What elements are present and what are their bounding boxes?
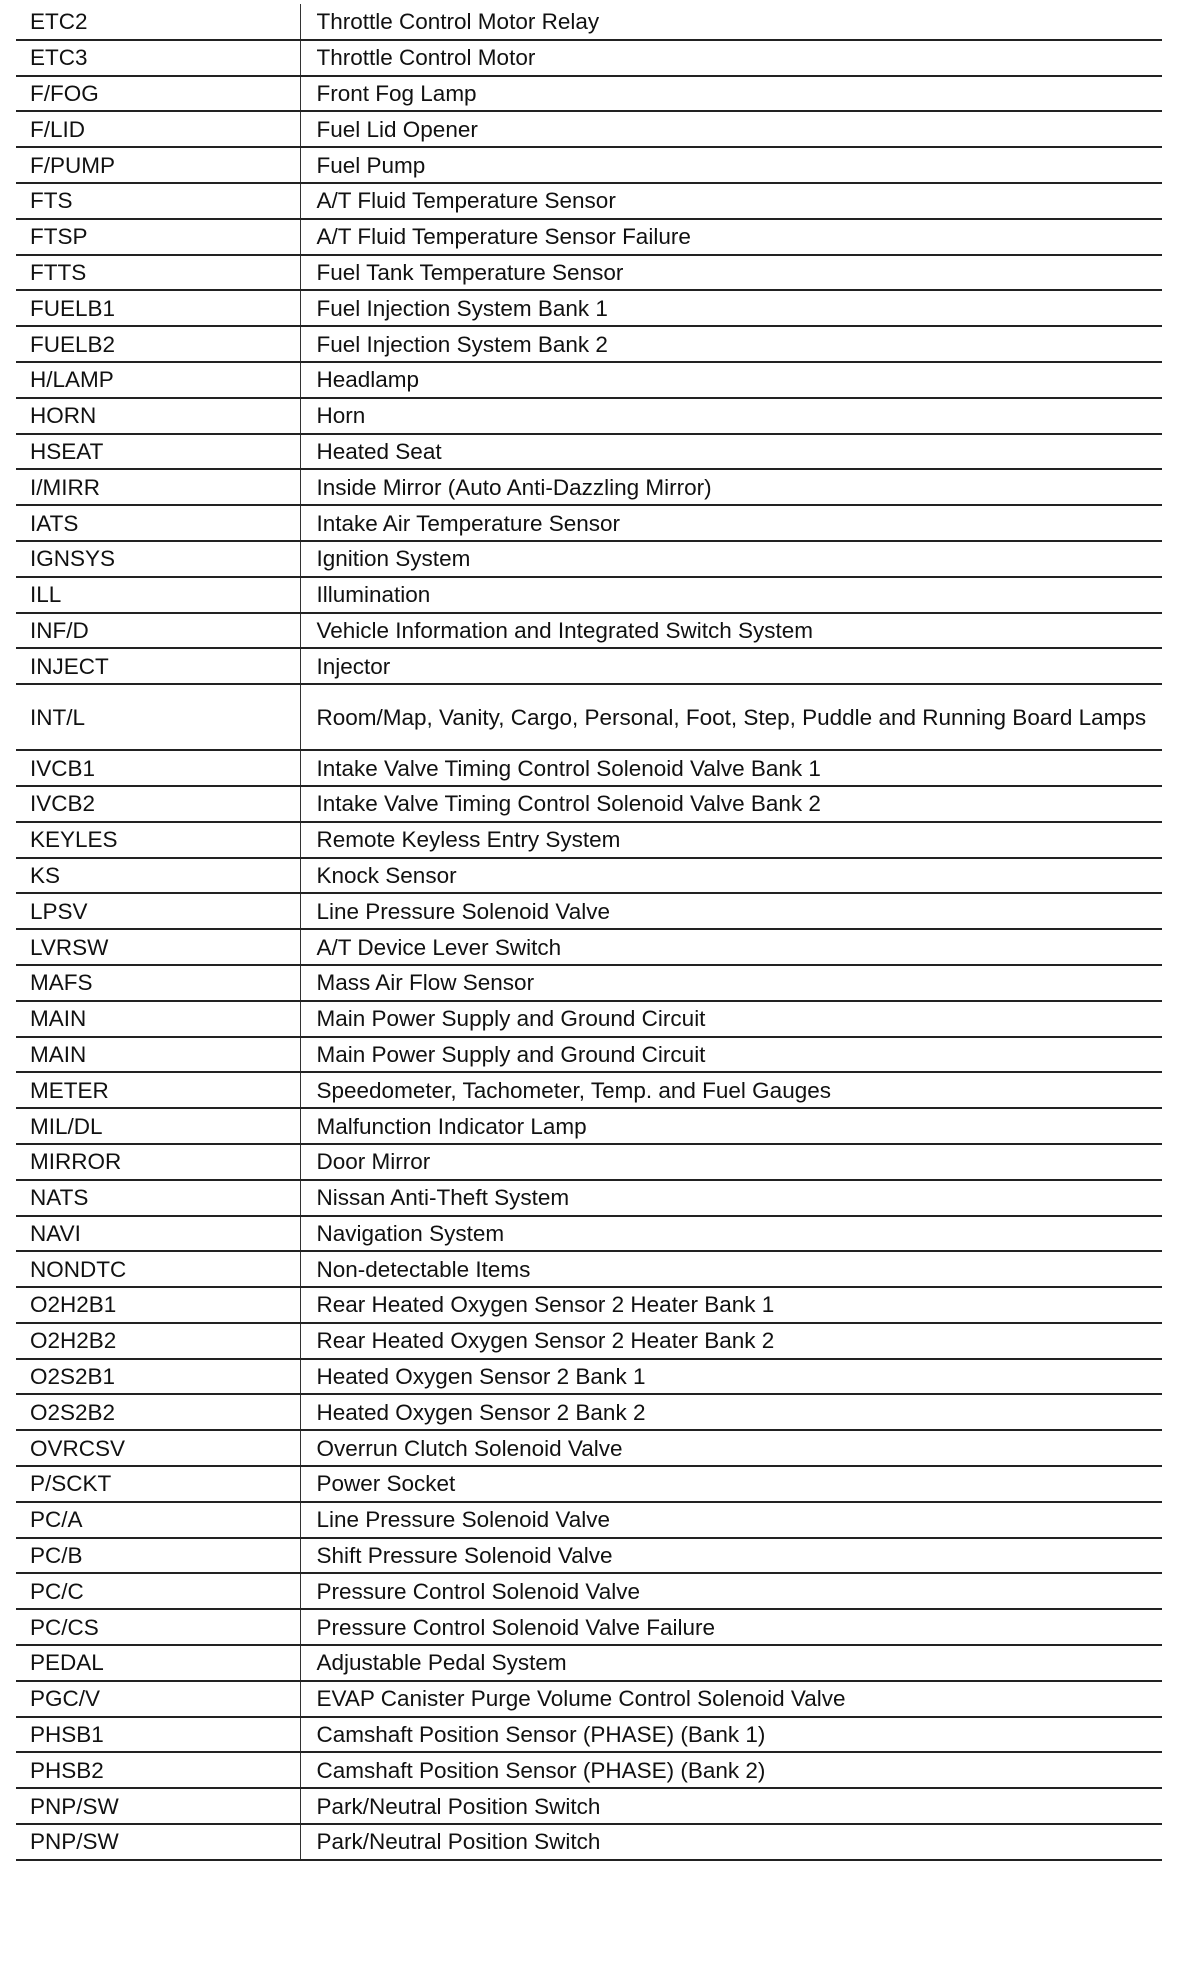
abbreviation-description-cell: Power Socket xyxy=(300,1466,1162,1502)
table-row xyxy=(16,1573,1162,1609)
abbreviation-description-cell: Camshaft Position Sensor (PHASE) (Bank 2) xyxy=(300,1752,1162,1788)
abbreviation-description-cell: Fuel Pump xyxy=(300,147,1162,183)
abbreviation-code-cell: IVCB2 xyxy=(16,786,300,822)
abbreviation-description-cell: Overrun Clutch Solenoid Valve xyxy=(300,1430,1162,1466)
abbreviation-code-cell: O2H2B1 xyxy=(16,1287,300,1323)
table-row xyxy=(16,1287,1162,1323)
table-row xyxy=(16,326,1162,362)
abbreviation-code-cell: ETC3 xyxy=(16,40,300,76)
table-row xyxy=(16,434,1162,470)
table-row xyxy=(16,1180,1162,1216)
abbreviation-code-cell: O2H2B2 xyxy=(16,1323,300,1359)
table-row xyxy=(16,750,1162,786)
table-row xyxy=(16,541,1162,577)
table-row xyxy=(16,147,1162,183)
abbreviation-code-cell: INT/L xyxy=(16,684,300,750)
abbreviation-table xyxy=(16,4,1162,1861)
abbreviation-code-cell: PGC/V xyxy=(16,1681,300,1717)
abbreviation-code-cell: MAIN xyxy=(16,1001,300,1037)
abbreviation-description-cell: Door Mirror xyxy=(300,1144,1162,1180)
table-row xyxy=(16,893,1162,929)
abbreviation-code-cell: FTS xyxy=(16,183,300,219)
abbreviation-code-cell: NONDTC xyxy=(16,1251,300,1287)
table-row xyxy=(16,76,1162,112)
abbreviation-description-cell: Headlamp xyxy=(300,362,1162,398)
table-row xyxy=(16,1001,1162,1037)
abbreviation-code-cell: ILL xyxy=(16,577,300,613)
abbreviation-description-cell: Line Pressure Solenoid Valve xyxy=(300,893,1162,929)
abbreviation-description-cell: Heated Oxygen Sensor 2 Bank 2 xyxy=(300,1394,1162,1430)
table-row xyxy=(16,1394,1162,1430)
abbreviation-description-cell: A/T Fluid Temperature Sensor Failure xyxy=(300,219,1162,255)
abbreviation-description-cell: Intake Air Temperature Sensor xyxy=(300,505,1162,541)
abbreviation-code-cell: P/SCKT xyxy=(16,1466,300,1502)
abbreviation-code-cell: O2S2B1 xyxy=(16,1359,300,1395)
abbreviation-description-cell: Line Pressure Solenoid Valve xyxy=(300,1502,1162,1538)
table-row xyxy=(16,1609,1162,1645)
abbreviation-code-cell: H/LAMP xyxy=(16,362,300,398)
table-row xyxy=(16,1108,1162,1144)
table-row xyxy=(16,219,1162,255)
table-row xyxy=(16,255,1162,291)
abbreviation-code-cell: FUELB2 xyxy=(16,326,300,362)
abbreviation-description-cell: Nissan Anti-Theft System xyxy=(300,1180,1162,1216)
abbreviation-code-cell: I/MIRR xyxy=(16,469,300,505)
abbreviation-description-cell: Front Fog Lamp xyxy=(300,76,1162,112)
table-row xyxy=(16,40,1162,76)
table-row xyxy=(16,362,1162,398)
abbreviation-description-cell: Intake Valve Timing Control Solenoid Valve Bank 2 xyxy=(300,786,1162,822)
abbreviation-code-cell: PHSB2 xyxy=(16,1752,300,1788)
abbreviation-description-cell: Non-detectable Items xyxy=(300,1251,1162,1287)
table-row xyxy=(16,1037,1162,1073)
abbreviation-description-cell: Rear Heated Oxygen Sensor 2 Heater Bank 2 xyxy=(300,1323,1162,1359)
abbreviation-code-cell: MIL/DL xyxy=(16,1108,300,1144)
abbreviation-code-cell: METER xyxy=(16,1072,300,1108)
table-row xyxy=(16,1788,1162,1824)
abbreviation-description-cell: Heated Oxygen Sensor 2 Bank 1 xyxy=(300,1359,1162,1395)
abbreviation-code-cell: MAFS xyxy=(16,965,300,1001)
table-row xyxy=(16,1144,1162,1180)
abbreviation-code-cell: HORN xyxy=(16,398,300,434)
abbreviation-description-cell: Illumination xyxy=(300,577,1162,613)
abbreviation-description-cell: Park/Neutral Position Switch xyxy=(300,1788,1162,1824)
abbreviation-code-cell: PC/B xyxy=(16,1538,300,1574)
table-row xyxy=(16,1752,1162,1788)
abbreviation-description-cell: Inside Mirror (Auto Anti-Dazzling Mirror) xyxy=(300,469,1162,505)
table-row xyxy=(16,1824,1162,1860)
abbreviation-description-cell: Main Power Supply and Ground Circuit xyxy=(300,1001,1162,1037)
abbreviation-description-cell: EVAP Canister Purge Volume Control Solenoid Valve xyxy=(300,1681,1162,1717)
abbreviation-description-cell: Rear Heated Oxygen Sensor 2 Heater Bank 1 xyxy=(300,1287,1162,1323)
table-row xyxy=(16,965,1162,1001)
abbreviation-description-cell: Fuel Injection System Bank 2 xyxy=(300,326,1162,362)
abbreviation-description-cell: Intake Valve Timing Control Solenoid Valve Bank 1 xyxy=(300,750,1162,786)
abbreviation-description-cell: Speedometer, Tachometer, Temp. and Fuel Gauges xyxy=(300,1072,1162,1108)
table-row xyxy=(16,613,1162,649)
table-row xyxy=(16,648,1162,684)
table-row xyxy=(16,929,1162,965)
abbreviation-description-cell: Fuel Lid Opener xyxy=(300,111,1162,147)
table-row xyxy=(16,469,1162,505)
abbreviation-description-cell: Fuel Injection System Bank 1 xyxy=(300,290,1162,326)
table-row xyxy=(16,786,1162,822)
abbreviation-code-cell: ETC2 xyxy=(16,4,300,40)
abbreviation-description-cell: A/T Fluid Temperature Sensor xyxy=(300,183,1162,219)
abbreviation-code-cell: PNP/SW xyxy=(16,1788,300,1824)
abbreviation-code-cell: PC/C xyxy=(16,1573,300,1609)
table-row xyxy=(16,1466,1162,1502)
table-row xyxy=(16,577,1162,613)
abbreviation-code-cell: LPSV xyxy=(16,893,300,929)
table-row xyxy=(16,1681,1162,1717)
abbreviation-description-cell: Remote Keyless Entry System xyxy=(300,822,1162,858)
table-row xyxy=(16,1430,1162,1466)
abbreviation-code-cell: OVRCSV xyxy=(16,1430,300,1466)
abbreviation-code-cell: HSEAT xyxy=(16,434,300,470)
abbreviation-code-cell: KEYLES xyxy=(16,822,300,858)
abbreviation-code-cell: MAIN xyxy=(16,1037,300,1073)
abbreviation-code-cell: IGNSYS xyxy=(16,541,300,577)
table-row xyxy=(16,1216,1162,1252)
abbreviation-code-cell: PC/CS xyxy=(16,1609,300,1645)
abbreviation-description-cell: Pressure Control Solenoid Valve xyxy=(300,1573,1162,1609)
abbreviation-description-cell: Injector xyxy=(300,648,1162,684)
table-row xyxy=(16,505,1162,541)
table-row xyxy=(16,858,1162,894)
abbreviation-description-cell: Pressure Control Solenoid Valve Failure xyxy=(300,1609,1162,1645)
abbreviation-description-cell: Room/Map, Vanity, Cargo, Personal, Foot, Step, Puddle and Running Board Lamps xyxy=(300,684,1162,750)
abbreviation-table-body xyxy=(16,4,1162,1860)
abbreviation-code-cell: NAVI xyxy=(16,1216,300,1252)
table-row xyxy=(16,183,1162,219)
table-row xyxy=(16,684,1162,750)
abbreviation-code-cell: MIRROR xyxy=(16,1144,300,1180)
abbreviation-table-page xyxy=(16,4,1162,1861)
abbreviation-description-cell: Ignition System xyxy=(300,541,1162,577)
abbreviation-description-cell: Mass Air Flow Sensor xyxy=(300,965,1162,1001)
table-row xyxy=(16,4,1162,40)
abbreviation-code-cell: INJECT xyxy=(16,648,300,684)
abbreviation-code-cell: NATS xyxy=(16,1180,300,1216)
abbreviation-description-cell: Adjustable Pedal System xyxy=(300,1645,1162,1681)
abbreviation-code-cell: FUELB1 xyxy=(16,290,300,326)
abbreviation-description-cell: Throttle Control Motor Relay xyxy=(300,4,1162,40)
abbreviation-description-cell: Heated Seat xyxy=(300,434,1162,470)
table-row xyxy=(16,1645,1162,1681)
abbreviation-description-cell: Vehicle Information and Integrated Switch System xyxy=(300,613,1162,649)
abbreviation-code-cell: INF/D xyxy=(16,613,300,649)
abbreviation-code-cell: PNP/SW xyxy=(16,1824,300,1860)
abbreviation-code-cell: O2S2B2 xyxy=(16,1394,300,1430)
table-row xyxy=(16,1323,1162,1359)
table-row xyxy=(16,1251,1162,1287)
abbreviation-code-cell: F/PUMP xyxy=(16,147,300,183)
abbreviation-description-cell: Knock Sensor xyxy=(300,858,1162,894)
table-row xyxy=(16,822,1162,858)
abbreviation-code-cell: PHSB1 xyxy=(16,1717,300,1753)
abbreviation-description-cell: Main Power Supply and Ground Circuit xyxy=(300,1037,1162,1073)
table-row xyxy=(16,1359,1162,1395)
abbreviation-code-cell: LVRSW xyxy=(16,929,300,965)
table-row xyxy=(16,290,1162,326)
abbreviation-code-cell: KS xyxy=(16,858,300,894)
abbreviation-code-cell: IATS xyxy=(16,505,300,541)
table-row xyxy=(16,1538,1162,1574)
abbreviation-code-cell: PEDAL xyxy=(16,1645,300,1681)
abbreviation-description-cell: Fuel Tank Temperature Sensor xyxy=(300,255,1162,291)
abbreviation-description-cell: Park/Neutral Position Switch xyxy=(300,1824,1162,1860)
table-row xyxy=(16,398,1162,434)
abbreviation-description-cell: Horn xyxy=(300,398,1162,434)
abbreviation-description-cell: Camshaft Position Sensor (PHASE) (Bank 1) xyxy=(300,1717,1162,1753)
abbreviation-code-cell: F/FOG xyxy=(16,76,300,112)
abbreviation-code-cell: PC/A xyxy=(16,1502,300,1538)
abbreviation-description-cell: Throttle Control Motor xyxy=(300,40,1162,76)
abbreviation-description-cell: Navigation System xyxy=(300,1216,1162,1252)
table-row xyxy=(16,1072,1162,1108)
table-row xyxy=(16,1717,1162,1753)
abbreviation-description-cell: A/T Device Lever Switch xyxy=(300,929,1162,965)
abbreviation-code-cell: IVCB1 xyxy=(16,750,300,786)
abbreviation-code-cell: FTTS xyxy=(16,255,300,291)
abbreviation-description-cell: Shift Pressure Solenoid Valve xyxy=(300,1538,1162,1574)
table-row xyxy=(16,111,1162,147)
abbreviation-code-cell: F/LID xyxy=(16,111,300,147)
abbreviation-description-cell: Malfunction Indicator Lamp xyxy=(300,1108,1162,1144)
table-row xyxy=(16,1502,1162,1538)
abbreviation-code-cell: FTSP xyxy=(16,219,300,255)
